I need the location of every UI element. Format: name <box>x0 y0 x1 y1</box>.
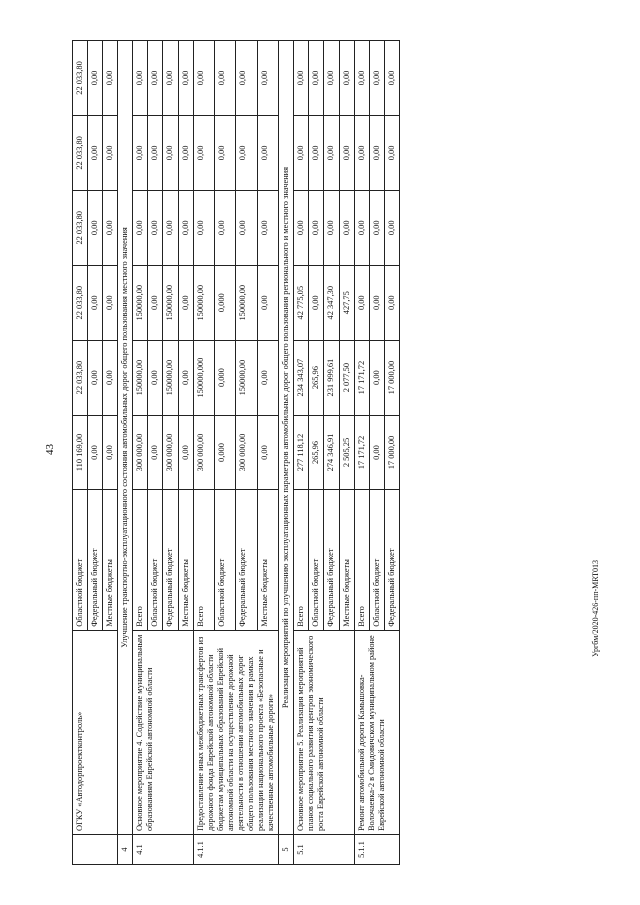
funding-source: Областной бюджет <box>148 490 163 630</box>
amount-cell: 0,00 <box>193 190 214 265</box>
row-number: 5.1.1 <box>354 835 399 865</box>
amount-cell: 300 000,00 <box>193 415 214 490</box>
amount-cell: 0,00 <box>178 415 193 490</box>
amount-cell: 0,00 <box>339 115 354 190</box>
amount-cell: 0,00 <box>88 190 103 265</box>
funding-source: Федеральный бюджет <box>384 490 399 630</box>
amount-cell: 0,00 <box>354 265 369 340</box>
amount-cell: 0,00 <box>309 115 324 190</box>
amount-cell: 17 171,72 <box>354 415 369 490</box>
amount-cell: 0,00 <box>103 340 118 415</box>
amount-cell: 0,00 <box>88 115 103 190</box>
amount-cell: 0,00 <box>324 190 339 265</box>
row-number: 5.1 <box>294 835 354 865</box>
row-name: Основное мероприятие 5. Реализация мероприятий планов социального развития центров экономического роста Еврейской автономной области <box>294 630 354 834</box>
amount-cell: 0,00 <box>309 41 324 116</box>
amount-cell: 265,96 <box>309 340 324 415</box>
funding-source: Федеральный бюджет <box>236 490 257 630</box>
amount-cell: 17 000,00 <box>384 415 399 490</box>
amount-cell: 0,00 <box>294 190 309 265</box>
amount-cell: 0,00 <box>257 41 278 116</box>
amount-cell: 0,00 <box>103 115 118 190</box>
amount-cell: 0,00 <box>88 41 103 116</box>
amount-cell: 0,00 <box>369 340 384 415</box>
amount-cell: 0,00 <box>103 265 118 340</box>
amount-cell: 0,00 <box>133 190 148 265</box>
amount-cell: 0,00 <box>294 41 309 116</box>
table-row <box>354 41 369 865</box>
rotated-table-container <box>72 40 582 865</box>
amount-cell: 0,00 <box>193 115 214 190</box>
amount-cell: 0,00 <box>257 340 278 415</box>
amount-cell: 234 343,07 <box>294 340 309 415</box>
amount-cell: 22 033,80 <box>73 340 88 415</box>
funding-source: Областной бюджет <box>215 490 236 630</box>
table-body <box>73 41 400 865</box>
funding-source: Федеральный бюджет <box>163 490 178 630</box>
amount-cell: 0,00 <box>369 41 384 116</box>
amount-cell: 0,00 <box>215 41 236 116</box>
amount-cell: 427,75 <box>339 265 354 340</box>
amount-cell: 0,00 <box>236 115 257 190</box>
amount-cell: 0,000 <box>215 340 236 415</box>
amount-cell: 0,00 <box>148 415 163 490</box>
amount-cell: 0,00 <box>384 115 399 190</box>
amount-cell: 0,00 <box>193 41 214 116</box>
footer-code: Ургбм/2020-426-пп-MRT013 <box>591 560 600 657</box>
funding-source: Областной бюджет <box>369 490 384 630</box>
amount-cell: 300 000,00 <box>133 415 148 490</box>
section-row <box>118 41 133 865</box>
funding-source: Местные бюджеты <box>339 490 354 630</box>
section-row <box>279 41 294 865</box>
funding-source: Местные бюджеты <box>178 490 193 630</box>
amount-cell: 0,00 <box>103 415 118 490</box>
amount-cell: 0,00 <box>148 190 163 265</box>
amount-cell: 42 775,05 <box>294 265 309 340</box>
amount-cell: 2 505,25 <box>339 415 354 490</box>
amount-cell: 0,00 <box>103 41 118 116</box>
amount-cell: 22 033,80 <box>73 265 88 340</box>
amount-cell: 0,00 <box>339 41 354 116</box>
amount-cell: 150000,00 <box>163 265 178 340</box>
amount-cell: 274 346,91 <box>324 415 339 490</box>
amount-cell: 300 000,00 <box>236 415 257 490</box>
table-row <box>294 41 309 865</box>
funding-source: Областной бюджет <box>309 490 324 630</box>
amount-cell: 0,00 <box>324 41 339 116</box>
amount-cell: 22 033,80 <box>73 41 88 116</box>
amount-cell: 0,00 <box>369 415 384 490</box>
funding-source: Областной бюджет <box>73 490 88 630</box>
amount-cell: 0,00 <box>148 265 163 340</box>
row-number: 4.1 <box>133 835 193 865</box>
funding-source: Всего <box>193 490 214 630</box>
amount-cell: 0,00 <box>236 41 257 116</box>
section-number: 4 <box>118 835 133 865</box>
amount-cell: 150000,00 <box>193 265 214 340</box>
row-number <box>73 835 118 865</box>
amount-cell: 0,00 <box>309 190 324 265</box>
funding-source: Федеральный бюджет <box>324 490 339 630</box>
amount-cell: 0,00 <box>163 115 178 190</box>
amount-cell: 0,00 <box>257 190 278 265</box>
amount-cell: 0,00 <box>178 41 193 116</box>
amount-cell: 0,00 <box>133 41 148 116</box>
row-name: ОГКУ «Автодорпроектконтроль» <box>73 630 118 834</box>
section-title: Реализация мероприятий по улучшению эксплуатационных параметров автомобильных дорог общего пользования регионального и местного значения <box>279 41 294 835</box>
amount-cell: 17 000,00 <box>384 340 399 415</box>
amount-cell: 0,00 <box>178 115 193 190</box>
amount-cell: 265,96 <box>309 415 324 490</box>
amount-cell: 0,00 <box>178 340 193 415</box>
amount-cell: 277 118,12 <box>294 415 309 490</box>
funding-source: Местные бюджеты <box>257 490 278 630</box>
amount-cell: 231 999,61 <box>324 340 339 415</box>
amount-cell: 0,00 <box>236 190 257 265</box>
amount-cell: 150000,00 <box>133 265 148 340</box>
amount-cell: 300 000,00 <box>163 415 178 490</box>
amount-cell: 0,00 <box>148 115 163 190</box>
amount-cell: 0,000 <box>215 265 236 340</box>
row-name: Ремонт автомобильной дороги Камышовка-Волочаевка-2 в Смидовичском муниципальном районе Еврейской автономной области <box>354 630 399 834</box>
amount-cell: 0,00 <box>257 415 278 490</box>
funding-source: Всего <box>294 490 309 630</box>
amount-cell: 0,00 <box>178 265 193 340</box>
amount-cell: 0,00 <box>133 115 148 190</box>
amount-cell: 22 033,80 <box>73 115 88 190</box>
page-number: 43 <box>44 444 56 456</box>
amount-cell: 150000,00 <box>236 265 257 340</box>
amount-cell: 0,00 <box>148 340 163 415</box>
amount-cell: 22 033,80 <box>73 190 88 265</box>
amount-cell: 150000,00 <box>133 340 148 415</box>
funding-source: Всего <box>133 490 148 630</box>
amount-cell: 0,00 <box>215 115 236 190</box>
amount-cell: 0,00 <box>163 190 178 265</box>
row-name: Основное мероприятие 4. Содействие муниципальным образованиям Еврейской автономной области <box>133 630 193 834</box>
amount-cell: 0,00 <box>148 41 163 116</box>
amount-cell: 0,00 <box>369 265 384 340</box>
amount-cell: 0,00 <box>354 190 369 265</box>
amount-cell: 42 347,30 <box>324 265 339 340</box>
amount-cell: 0,00 <box>103 190 118 265</box>
amount-cell: 150000,000 <box>193 340 214 415</box>
amount-cell: 0,00 <box>257 115 278 190</box>
amount-cell: 0,00 <box>354 115 369 190</box>
row-number: 4.1.1 <box>193 835 279 865</box>
amount-cell: 150000,00 <box>236 340 257 415</box>
amount-cell: 17 171,72 <box>354 340 369 415</box>
amount-cell: 0,00 <box>369 115 384 190</box>
amount-cell: 0,00 <box>354 41 369 116</box>
amount-cell: 0,00 <box>384 190 399 265</box>
amount-cell: 150000,00 <box>163 340 178 415</box>
budget-table <box>72 40 400 865</box>
table-row <box>133 41 148 865</box>
table-row <box>73 41 88 865</box>
amount-cell: 0,00 <box>309 265 324 340</box>
funding-source: Местные бюджеты <box>103 490 118 630</box>
amount-cell: 0,00 <box>294 115 309 190</box>
amount-cell: 0,00 <box>88 265 103 340</box>
amount-cell: 0,000 <box>215 415 236 490</box>
amount-cell: 0,00 <box>178 190 193 265</box>
amount-cell: 0,00 <box>384 41 399 116</box>
funding-source: Всего <box>354 490 369 630</box>
funding-source: Федеральный бюджет <box>88 490 103 630</box>
amount-cell: 0,00 <box>88 415 103 490</box>
amount-cell: 0,00 <box>163 41 178 116</box>
amount-cell: 0,00 <box>257 265 278 340</box>
amount-cell: 0,00 <box>324 115 339 190</box>
section-number: 5 <box>279 835 294 865</box>
section-title: Улучшение транспортно-эксплуатационного состояния автомобильных дорог общего пользования местного значения <box>118 41 133 835</box>
table-row <box>193 41 214 865</box>
amount-cell: 0,00 <box>339 190 354 265</box>
amount-cell: 0,00 <box>215 190 236 265</box>
row-name: Предоставление иных межбюджетных трансфертов из дорожного фонда Еврейской автономной области бюджетам муниципальных образований Еврейской автономной области на осуществление дорожной деятельности в отношении автомобильных дорог общего пользования местного значения в рамках реализации национального проекта «Безопасные и качественные автомобильные дороги» <box>193 630 279 834</box>
amount-cell: 0,00 <box>384 265 399 340</box>
amount-cell: 0,00 <box>88 340 103 415</box>
amount-cell: 2 077,50 <box>339 340 354 415</box>
amount-cell: 0,00 <box>369 190 384 265</box>
amount-cell: 110 169,00 <box>73 415 88 490</box>
